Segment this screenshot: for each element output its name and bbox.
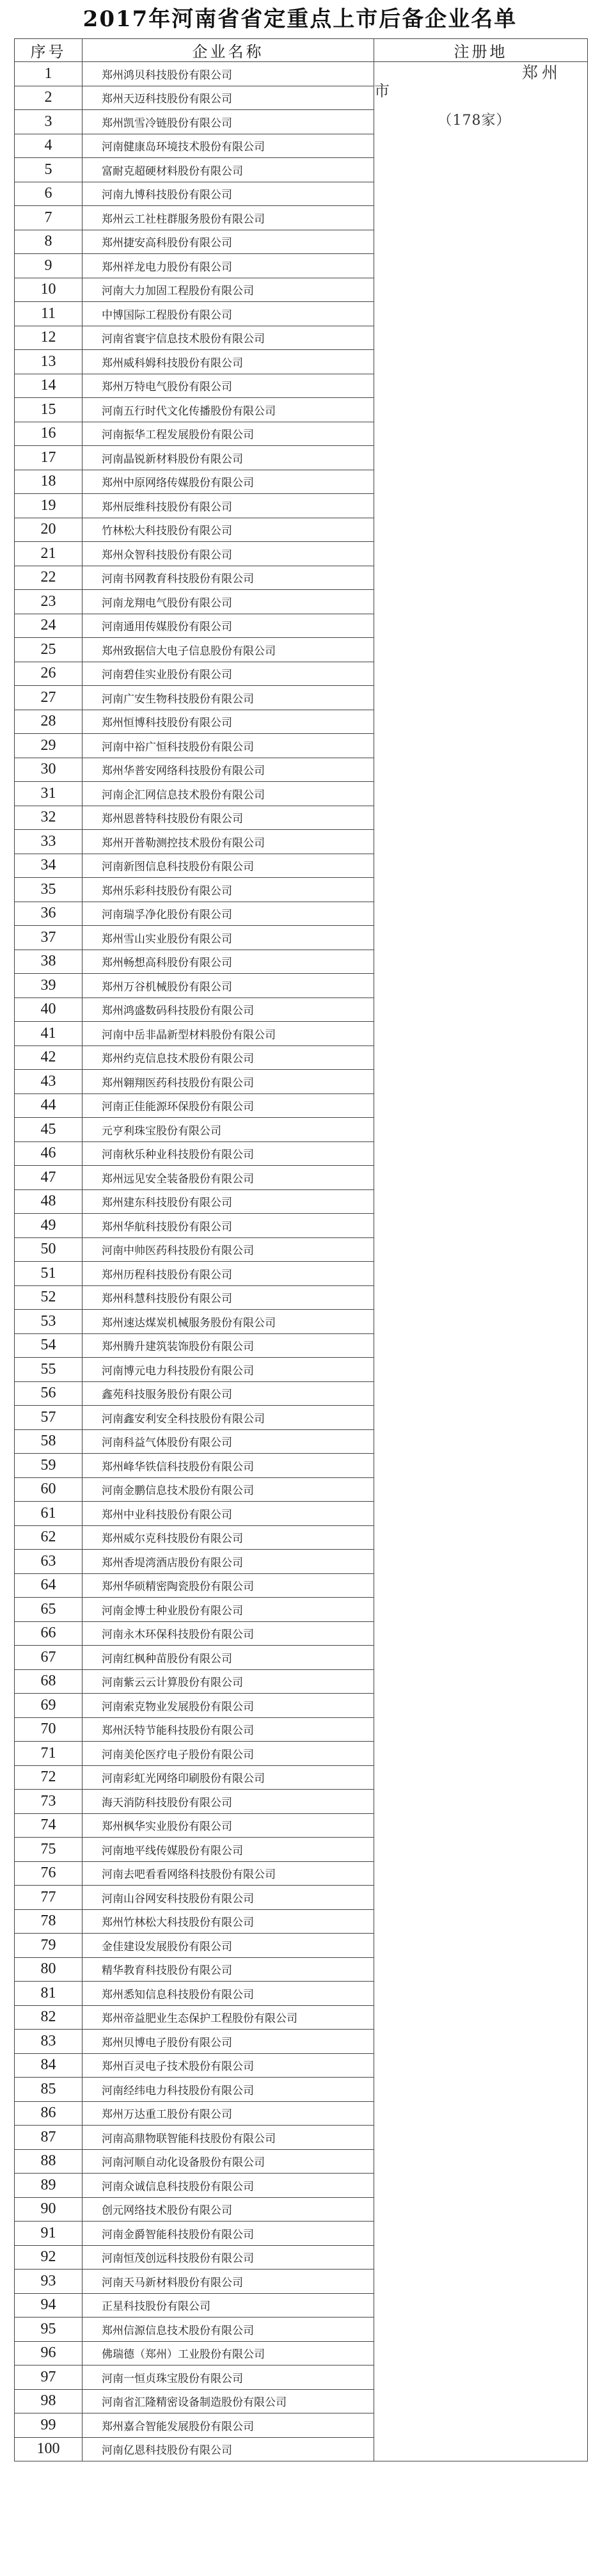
company-name: 郑州历程科技股份有限公司: [83, 1262, 374, 1286]
row-number: 68: [15, 1669, 83, 1694]
row-number: 81: [15, 1982, 83, 2006]
company-name: 郑州恒博科技股份有限公司: [83, 710, 374, 734]
company-name: 富耐克超硬材料股份有限公司: [83, 158, 374, 182]
row-number: 3: [15, 110, 83, 134]
company-name: 郑州众智科技股份有限公司: [83, 542, 374, 566]
company-name: 河南中裕广恒科技股份有限公司: [83, 734, 374, 758]
company-name: 河南博元电力科技股份有限公司: [83, 1358, 374, 1382]
company-name: 郑州华航科技股份有限公司: [83, 1214, 374, 1238]
row-number: 43: [15, 1070, 83, 1094]
company-name: 河南金博士种业股份有限公司: [83, 1598, 374, 1622]
row-number: 92: [15, 2245, 83, 2270]
row-number: 41: [15, 1022, 83, 1046]
row-number: 88: [15, 2149, 83, 2174]
row-number: 22: [15, 566, 83, 590]
row-number: 90: [15, 2197, 83, 2222]
row-number: 39: [15, 974, 83, 998]
document-title: 2017年河南省省定重点上市后备企业名单: [83, 6, 517, 32]
company-name: 河南正佳能源环保股份有限公司: [83, 1093, 374, 1118]
row-number: 25: [15, 638, 83, 662]
row-number: 20: [15, 518, 83, 542]
company-name: 河南新图信息科技股份有限公司: [83, 854, 374, 878]
row-number: 72: [15, 1765, 83, 1790]
company-name: 佛瑞德（郑州）工业股份有限公司: [83, 2341, 374, 2365]
company-name: 河南地平线传媒股份有限公司: [83, 1838, 374, 1862]
company-name: 郑州百灵电子技术股份有限公司: [83, 2053, 374, 2078]
row-number: 58: [15, 1429, 83, 1454]
company-name: 郑州乐彩科技股份有限公司: [83, 878, 374, 902]
row-number: 82: [15, 2005, 83, 2030]
row-number: 53: [15, 1310, 83, 1334]
company-name: 郑州万谷机械股份有限公司: [83, 974, 374, 998]
company-name: 河南广安生物科技股份有限公司: [83, 686, 374, 710]
company-name: 郑州香堤湾酒店股份有限公司: [83, 1550, 374, 1574]
company-name: 河南河顺自动化设备股份有限公司: [83, 2149, 374, 2174]
row-number: 40: [15, 998, 83, 1022]
company-name: 郑州祥龙电力股份有限公司: [83, 254, 374, 278]
row-number: 4: [15, 134, 83, 158]
row-number: 7: [15, 206, 83, 230]
company-name: 郑州嘉合智能发展股份有限公司: [83, 2413, 374, 2438]
company-name: 郑州枫华实业股份有限公司: [83, 1813, 374, 1838]
row-number: 71: [15, 1742, 83, 1766]
row-number: 34: [15, 854, 83, 878]
row-number: 93: [15, 2270, 83, 2294]
row-number: 56: [15, 1381, 83, 1406]
company-name: 郑州开普勒测控技术股份有限公司: [83, 830, 374, 854]
company-name: 河南金爵智能科技股份有限公司: [83, 2222, 374, 2246]
company-name: 郑州信源信息技术股份有限公司: [83, 2318, 374, 2342]
row-number: 14: [15, 374, 83, 398]
row-number: 46: [15, 1141, 83, 1166]
row-number: 24: [15, 614, 83, 638]
company-name: 郑州峰华铁信科技股份有限公司: [83, 1454, 374, 1478]
row-number: 57: [15, 1406, 83, 1430]
table-row: [15, 62, 588, 86]
company-name: 郑州翱翔医药科技股份有限公司: [83, 1070, 374, 1094]
company-name: 郑州天迈科技股份有限公司: [83, 86, 374, 110]
company-name: 竹林松大科技股份有限公司: [83, 518, 374, 542]
row-number: 48: [15, 1189, 83, 1214]
company-name: 河南红枫种苗股份有限公司: [83, 1646, 374, 1670]
row-number: 21: [15, 542, 83, 566]
row-number: 1: [15, 62, 83, 86]
row-number: 77: [15, 1886, 83, 1910]
company-name: 郑州万特电气股份有限公司: [83, 374, 374, 398]
company-name: 河南通用传媒股份有限公司: [83, 614, 374, 638]
row-number: 65: [15, 1598, 83, 1622]
company-name: 郑州华硕精密陶瓷股份有限公司: [83, 1573, 374, 1598]
row-number: 60: [15, 1477, 83, 1502]
row-number: 69: [15, 1694, 83, 1718]
row-number: 96: [15, 2341, 83, 2365]
company-name: 创元网络技术股份有限公司: [83, 2197, 374, 2222]
row-number: 70: [15, 1717, 83, 1742]
company-name: 河南碧佳实业股份有限公司: [83, 662, 374, 686]
company-name: 郑州雪山实业股份有限公司: [83, 926, 374, 950]
row-number: 50: [15, 1237, 83, 1262]
company-name: 河南经纬电力科技股份有限公司: [83, 2078, 374, 2102]
row-number: 47: [15, 1166, 83, 1190]
row-number: 15: [15, 398, 83, 422]
company-name: 郑州万达重工股份有限公司: [83, 2101, 374, 2126]
company-name: 河南大力加固工程股份有限公司: [83, 278, 374, 302]
header-region: 注册地: [374, 39, 588, 62]
company-name: 郑州中业科技股份有限公司: [83, 1502, 374, 1526]
row-number: 59: [15, 1454, 83, 1478]
company-name: 金佳建设发展股份有限公司: [83, 1934, 374, 1958]
row-number: 89: [15, 2174, 83, 2198]
row-number: 45: [15, 1118, 83, 1142]
company-name: 河南金鹏信息技术股份有限公司: [83, 1477, 374, 1502]
company-name: 郑州悉知信息科技股份有限公司: [83, 1982, 374, 2006]
row-number: 33: [15, 830, 83, 854]
row-number: 13: [15, 350, 83, 374]
row-number: 29: [15, 734, 83, 758]
company-name: 河南九博科技股份有限公司: [83, 182, 374, 206]
company-name: 河南去吧看看网络科技股份有限公司: [83, 1861, 374, 1886]
company-name: 郑州鸿盛数码科技股份有限公司: [83, 998, 374, 1022]
company-name: 河南书网教育科技股份有限公司: [83, 566, 374, 590]
row-number: 78: [15, 1909, 83, 1934]
company-name: 郑州建东科技股份有限公司: [83, 1189, 374, 1214]
company-name: 河南中岳非晶新型材料股份有限公司: [83, 1022, 374, 1046]
company-name: 河南健康岛环境技术股份有限公司: [83, 134, 374, 158]
row-number: 11: [15, 302, 83, 326]
row-number: 49: [15, 1214, 83, 1238]
row-number: 36: [15, 902, 83, 926]
table-body: [15, 62, 588, 2461]
row-number: 74: [15, 1813, 83, 1838]
company-name: 郑州科慧科技股份有限公司: [83, 1285, 374, 1310]
row-number: 76: [15, 1861, 83, 1886]
company-name: 河南山谷网安科技股份有限公司: [83, 1886, 374, 1910]
company-name: 河南晶锐新材料股份有限公司: [83, 446, 374, 470]
company-name: 郑州约克信息技术股份有限公司: [83, 1046, 374, 1070]
row-number: 86: [15, 2101, 83, 2126]
company-name: 郑州凯雪冷链股份有限公司: [83, 110, 374, 134]
company-name: 郑州辰维科技股份有限公司: [83, 494, 374, 518]
row-number: 85: [15, 2078, 83, 2102]
company-name: 郑州远见安全装备股份有限公司: [83, 1166, 374, 1190]
row-number: 12: [15, 326, 83, 350]
row-number: 23: [15, 590, 83, 614]
company-name: 郑州帝益肥业生态保护工程股份有限公司: [83, 2005, 374, 2030]
company-name: 海天消防科技股份有限公司: [83, 1790, 374, 1814]
row-number: 61: [15, 1502, 83, 1526]
row-number: 73: [15, 1790, 83, 1814]
region-cell: [374, 62, 588, 2461]
company-name: 精华教育科技股份有限公司: [83, 1957, 374, 1982]
row-number: 42: [15, 1046, 83, 1070]
company-name: 郑州沃特节能科技股份有限公司: [83, 1717, 374, 1742]
row-number: 38: [15, 950, 83, 974]
company-name: 河南永木环保科技股份有限公司: [83, 1621, 374, 1646]
company-name: 河南省寰宇信息技术股份有限公司: [83, 326, 374, 350]
row-number: 55: [15, 1358, 83, 1382]
company-name: 河南亿恩科技股份有限公司: [83, 2437, 374, 2461]
row-number: 95: [15, 2318, 83, 2342]
company-name: 郑州畅想高科股份有限公司: [83, 950, 374, 974]
row-number: 98: [15, 2389, 83, 2413]
company-name: 河南高鼎物联智能科技股份有限公司: [83, 2126, 374, 2150]
row-number: 44: [15, 1093, 83, 1118]
row-number: 91: [15, 2222, 83, 2246]
company-name: 河南中帅医药科技股份有限公司: [83, 1237, 374, 1262]
row-number: 84: [15, 2053, 83, 2078]
row-number: 62: [15, 1525, 83, 1550]
row-number: 5: [15, 158, 83, 182]
company-name: 郑州致据信大电子信息股份有限公司: [83, 638, 374, 662]
company-name: 元亨利珠宝股份有限公司: [83, 1118, 374, 1142]
row-number: 87: [15, 2126, 83, 2150]
company-name: 河南彩虹光网络印刷股份有限公司: [83, 1765, 374, 1790]
row-number: 28: [15, 710, 83, 734]
row-number: 19: [15, 494, 83, 518]
row-number: 32: [15, 806, 83, 830]
company-name: 河南瑞孚净化股份有限公司: [83, 902, 374, 926]
region-name: 郑州: [521, 63, 562, 82]
row-number: 54: [15, 1333, 83, 1358]
header-company: 企业名称: [83, 39, 374, 62]
company-name: 河南紫云云计算股份有限公司: [83, 1669, 374, 1694]
row-number: 75: [15, 1838, 83, 1862]
company-name: 郑州中原网络传媒股份有限公司: [83, 470, 374, 494]
row-number: 63: [15, 1550, 83, 1574]
row-number: 8: [15, 230, 83, 254]
row-number: 66: [15, 1621, 83, 1646]
company-name: 河南天马新材料股份有限公司: [83, 2270, 374, 2294]
company-name: 郑州贝博电子股份有限公司: [83, 2030, 374, 2054]
company-name: 正星科技股份有限公司: [83, 2293, 374, 2318]
company-name: 郑州云工社柱群服务股份有限公司: [83, 206, 374, 230]
row-number: 83: [15, 2030, 83, 2054]
company-name: 郑州鸿贝科技股份有限公司: [83, 62, 374, 86]
row-number: 17: [15, 446, 83, 470]
company-name: 郑州威尔克科技股份有限公司: [83, 1525, 374, 1550]
row-number: 35: [15, 878, 83, 902]
company-name: 郑州恩普特科技股份有限公司: [83, 806, 374, 830]
company-name: 中博国际工程股份有限公司: [83, 302, 374, 326]
header-seq: 序号: [15, 39, 83, 62]
company-name: 河南科益气体股份有限公司: [83, 1429, 374, 1454]
company-name: 郑州腾升建筑装饰股份有限公司: [83, 1333, 374, 1358]
company-name: 郑州速达煤炭机械服务股份有限公司: [83, 1310, 374, 1334]
company-name: 河南省汇隆精密设备制造股份有限公司: [83, 2389, 374, 2413]
company-name: 郑州威科姆科技股份有限公司: [83, 350, 374, 374]
row-number: 99: [15, 2413, 83, 2438]
company-name: 郑州捷安高科股份有限公司: [83, 230, 374, 254]
row-number: 94: [15, 2293, 83, 2318]
company-name: 河南龙翔电气股份有限公司: [83, 590, 374, 614]
company-name: 郑州华普安网络科技股份有限公司: [83, 758, 374, 782]
company-name: 河南振华工程发展股份有限公司: [83, 422, 374, 446]
row-number: 31: [15, 782, 83, 806]
company-name: 河南秋乐种业科技股份有限公司: [83, 1141, 374, 1166]
company-name: 河南企汇网信息技术股份有限公司: [83, 782, 374, 806]
row-number: 18: [15, 470, 83, 494]
row-number: 67: [15, 1646, 83, 1670]
row-number: 27: [15, 686, 83, 710]
row-number: 100: [15, 2437, 83, 2461]
row-number: 52: [15, 1285, 83, 1310]
row-number: 30: [15, 758, 83, 782]
company-name: 河南恒茂创远科技股份有限公司: [83, 2245, 374, 2270]
company-name: 河南一恒贞珠宝股份有限公司: [83, 2365, 374, 2390]
company-name: 河南美伦医疗电子股份有限公司: [83, 1742, 374, 1766]
company-name: 郑州竹林松大科技股份有限公司: [83, 1909, 374, 1934]
row-number: 2: [15, 86, 83, 110]
row-number: 51: [15, 1262, 83, 1286]
row-number: 37: [15, 926, 83, 950]
company-name: 河南鑫安利安全科技股份有限公司: [83, 1406, 374, 1430]
row-number: 6: [15, 182, 83, 206]
row-number: 26: [15, 662, 83, 686]
row-number: 80: [15, 1957, 83, 1982]
row-number: 16: [15, 422, 83, 446]
region-name-suffix: 市: [374, 82, 390, 100]
row-number: 97: [15, 2365, 83, 2390]
company-name: 河南五行时代文化传播股份有限公司: [83, 398, 374, 422]
company-list-table: [14, 38, 588, 2461]
company-name: 河南众诚信息科技股份有限公司: [83, 2174, 374, 2198]
table-header-row: [15, 39, 588, 62]
row-number: 64: [15, 1573, 83, 1598]
region-count: （178家）: [438, 113, 511, 129]
company-name: 鑫苑科技服务股份有限公司: [83, 1381, 374, 1406]
row-number: 10: [15, 278, 83, 302]
company-name: 河南索克物业发展股份有限公司: [83, 1694, 374, 1718]
row-number: 79: [15, 1934, 83, 1958]
row-number: 9: [15, 254, 83, 278]
